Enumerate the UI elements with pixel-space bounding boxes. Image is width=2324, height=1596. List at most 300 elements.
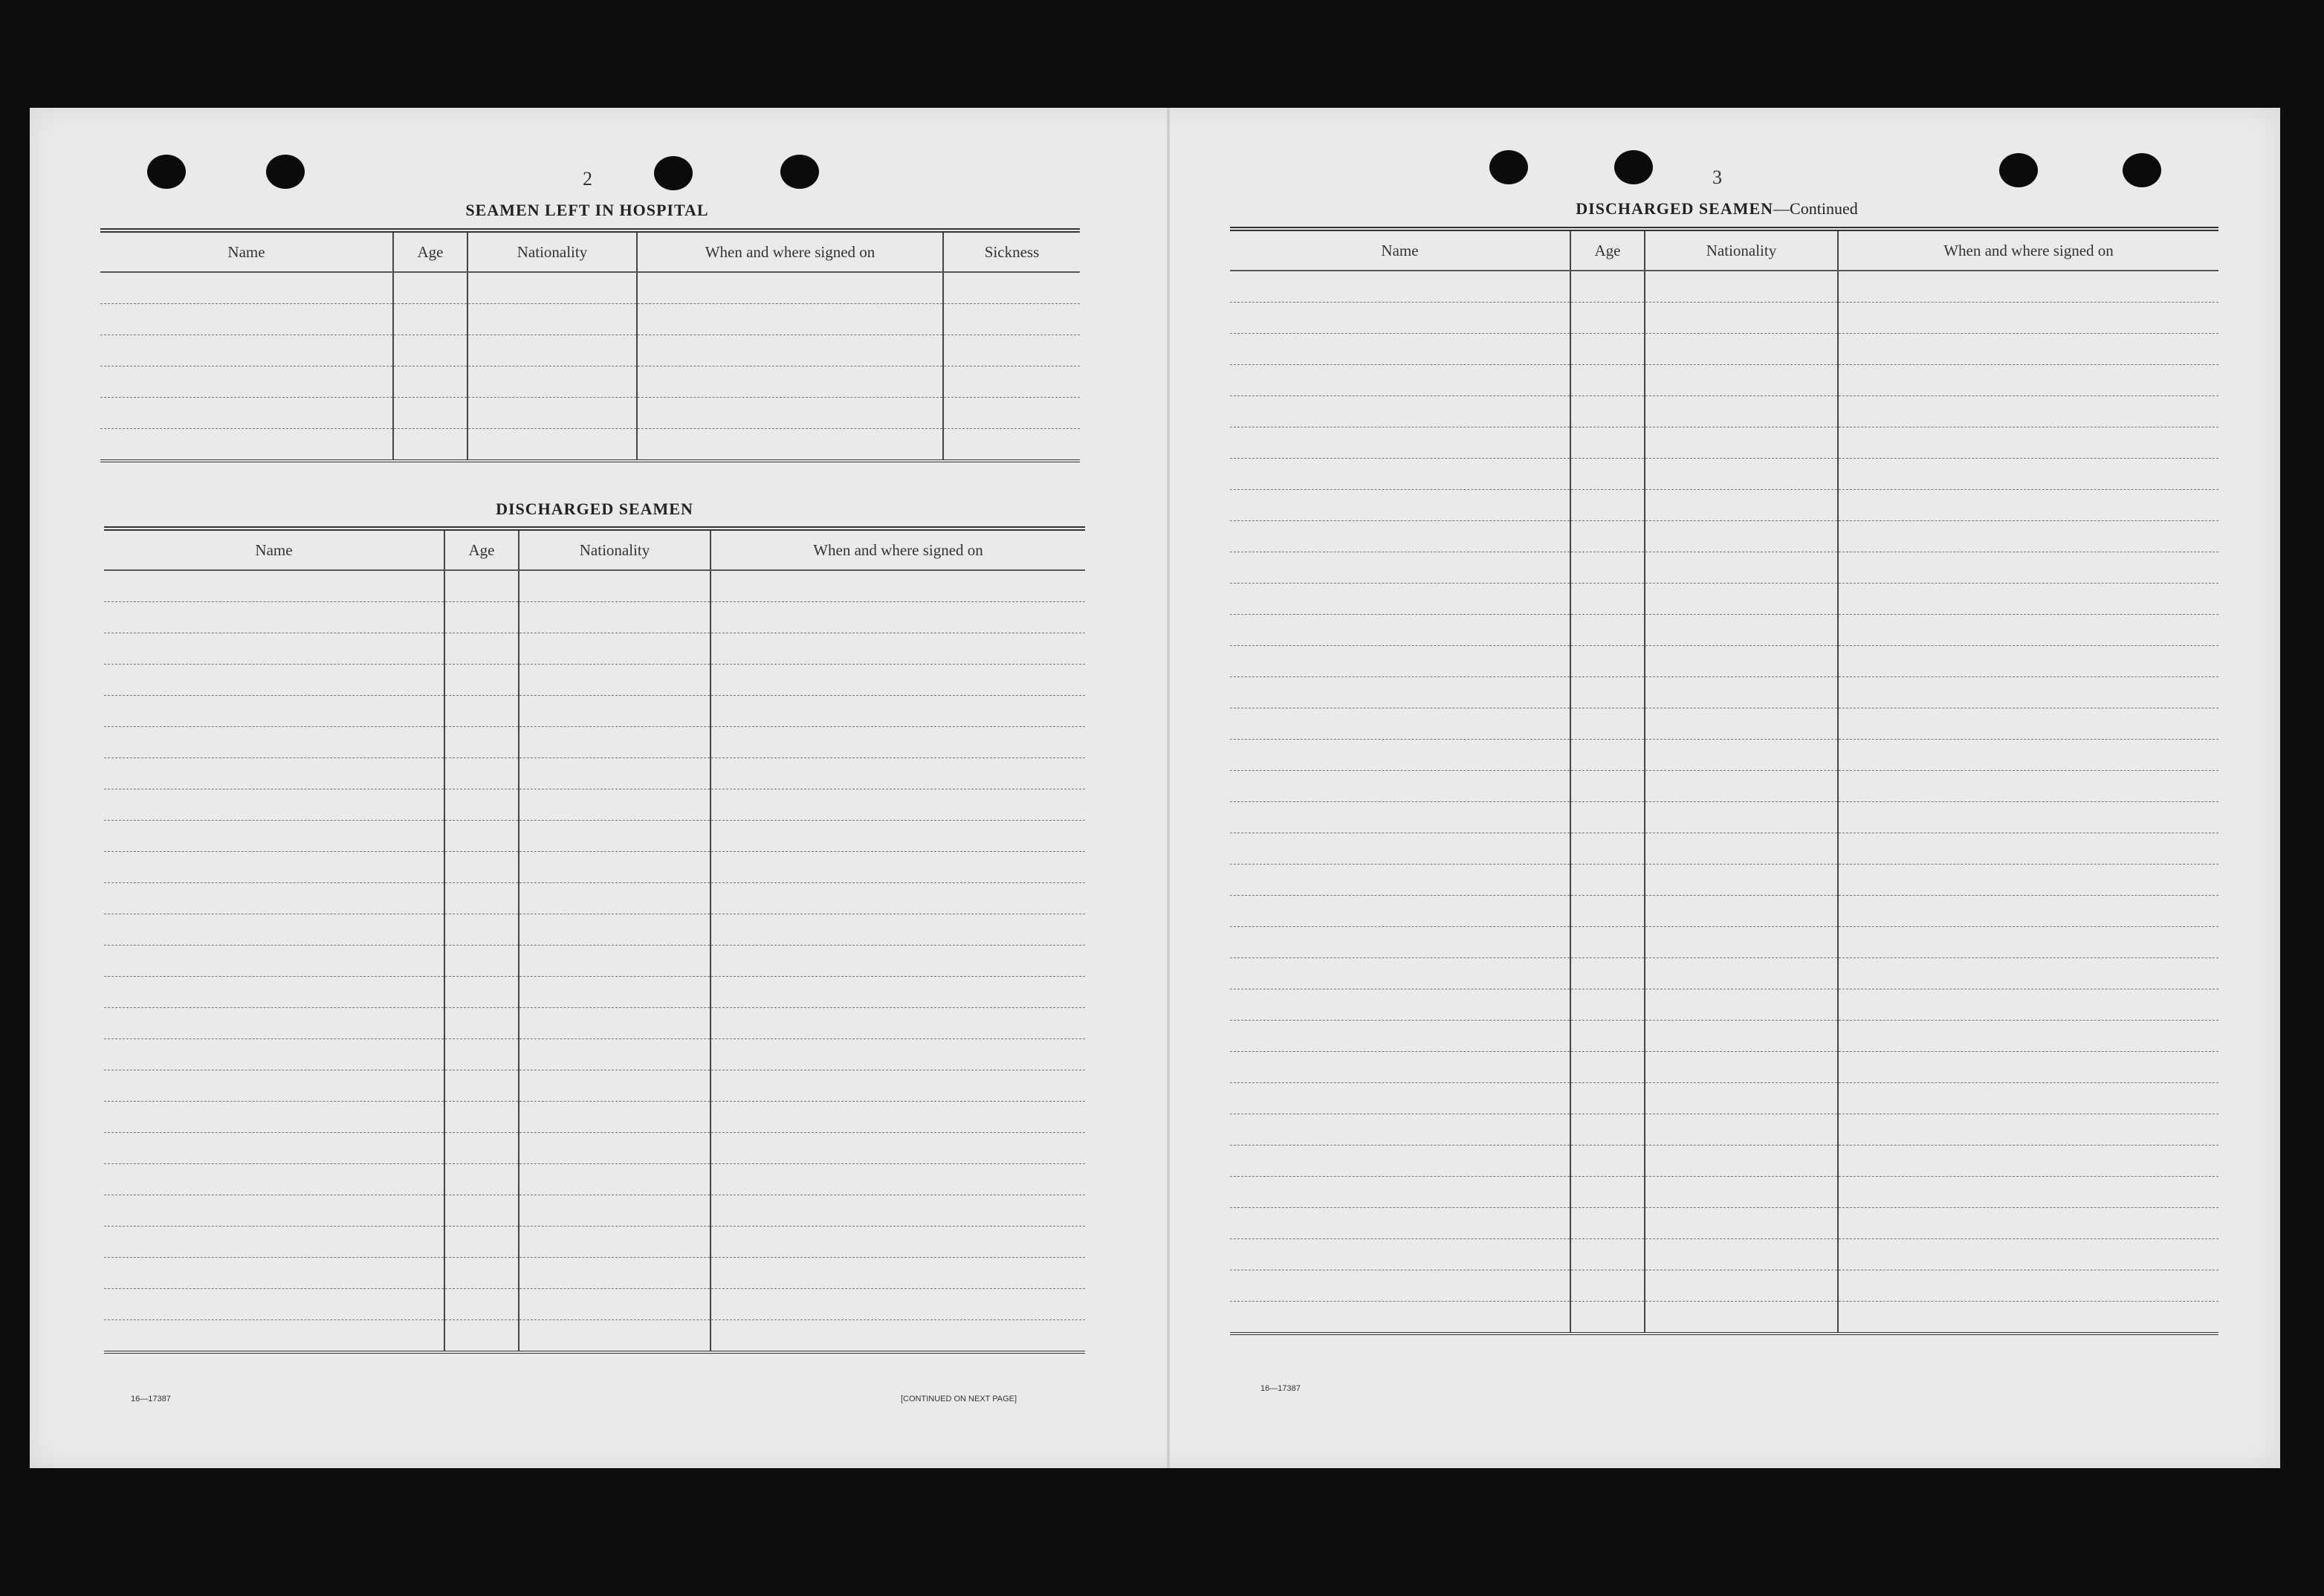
blank-entry-cell (519, 1133, 711, 1164)
blank-entry-cell (1570, 459, 1645, 490)
blank-entry-cell (711, 1289, 1085, 1320)
blank-entry-cell (1230, 427, 1570, 459)
blank-entry-cell (104, 1102, 444, 1133)
table-row (1230, 771, 2218, 802)
table-row (1230, 1052, 2218, 1083)
table-row (104, 727, 1085, 758)
blank-entry-cell (1645, 615, 1838, 646)
blank-entry-cell (1230, 989, 1570, 1021)
table-row (104, 570, 1085, 602)
blank-entry-cell (1570, 1270, 1645, 1302)
blank-entry-cell (637, 304, 943, 335)
blank-entry-cell (1645, 989, 1838, 1021)
blank-entry-cell (1838, 1146, 2218, 1177)
blank-entry-cell (1230, 490, 1570, 521)
blank-entry-cell (711, 1227, 1085, 1258)
blank-entry-cell (519, 1227, 711, 1258)
table-row (104, 1227, 1085, 1258)
blank-entry-cell (1570, 1302, 1645, 1333)
table-row (104, 602, 1085, 633)
blank-entry-cell (1230, 740, 1570, 771)
blank-entry-cell (1230, 1146, 1570, 1177)
table-row (104, 946, 1085, 977)
blank-entry-cell (1838, 677, 2218, 708)
blank-entry-cell (1230, 271, 1570, 303)
blank-entry-cell (1838, 584, 2218, 615)
table-row (1230, 396, 2218, 427)
blank-entry-cell (711, 914, 1085, 946)
blank-entry-cell (1230, 521, 1570, 552)
blank-entry-cell (104, 1195, 444, 1227)
blank-entry-cell (444, 1070, 519, 1102)
blank-entry-cell (519, 1008, 711, 1039)
blank-entry-cell (1570, 584, 1645, 615)
blank-entry-cell (711, 821, 1085, 852)
table-row (1230, 615, 2218, 646)
table-row (104, 1070, 1085, 1102)
blank-entry-cell (1838, 989, 2218, 1021)
blank-entry-cell (444, 665, 519, 696)
column-header-nationality: Nationality (467, 230, 637, 272)
blank-entry-cell (1645, 865, 1838, 896)
blank-entry-cell (1570, 427, 1645, 459)
blank-entry-cell (711, 1039, 1085, 1070)
blank-entry-cell (943, 335, 1080, 366)
table-row (1230, 584, 2218, 615)
blank-entry-cell (393, 429, 467, 460)
blank-entry-cell (1230, 365, 1570, 396)
blank-entry-cell (1230, 334, 1570, 365)
blank-entry-cell (444, 633, 519, 665)
blank-entry-cell (1645, 927, 1838, 958)
table-row (1230, 1302, 2218, 1333)
blank-entry-cell (444, 696, 519, 727)
table-row (1230, 459, 2218, 490)
column-header-signed-on: When and where signed on (711, 529, 1085, 570)
blank-entry-cell (519, 821, 711, 852)
blank-entry-cell (1645, 1114, 1838, 1146)
blank-entry-cell (1570, 1052, 1645, 1083)
section-title-suffix: —Continued (1773, 199, 1858, 218)
column-header-age: Age (1570, 229, 1645, 271)
table-row (100, 335, 1080, 366)
table-row (1230, 490, 2218, 521)
blank-entry-cell (1230, 1052, 1570, 1083)
blank-entry-cell (1230, 708, 1570, 740)
blank-entry-cell (1645, 1177, 1838, 1208)
blank-entry-cell (1838, 365, 2218, 396)
blank-entry-cell (1570, 303, 1645, 334)
blank-entry-cell (519, 1070, 711, 1102)
table-row (104, 914, 1085, 946)
blank-entry-cell (519, 1102, 711, 1133)
blank-entry-cell (1570, 677, 1645, 708)
blank-entry-cell (637, 398, 943, 429)
blank-entry-cell (1838, 334, 2218, 365)
table-row (104, 758, 1085, 789)
blank-entry-cell (519, 570, 711, 602)
blank-entry-cell (711, 1164, 1085, 1195)
blank-entry-cell (393, 304, 467, 335)
blank-entry-cell (1570, 896, 1645, 927)
blank-entry-cell (444, 1008, 519, 1039)
blank-entry-cell (1570, 521, 1645, 552)
blank-entry-cell (1230, 833, 1570, 865)
blank-entry-cell (519, 758, 711, 789)
blank-entry-cell (467, 272, 637, 304)
blank-entry-cell (1838, 958, 2218, 989)
blank-entry-cell (943, 429, 1080, 460)
blank-entry-cell (1230, 865, 1570, 896)
table-row (104, 1195, 1085, 1227)
blank-entry-cell (1230, 927, 1570, 958)
blank-entry-cell (1838, 833, 2218, 865)
discharged-continued-table (1230, 227, 2218, 1335)
blank-entry-cell (711, 602, 1085, 633)
table-row (1230, 1146, 2218, 1177)
blank-entry-cell (711, 1008, 1085, 1039)
table-row (1230, 1083, 2218, 1114)
blank-entry-cell (104, 1039, 444, 1070)
blank-entry-cell (1570, 1021, 1645, 1052)
blank-entry-cell (1838, 552, 2218, 584)
blank-entry-cell (519, 1258, 711, 1289)
blank-entry-cell (519, 1164, 711, 1195)
blank-entry-cell (104, 665, 444, 696)
blank-entry-cell (1838, 427, 2218, 459)
blank-entry-cell (1230, 1083, 1570, 1114)
column-header-nationality: Nationality (1645, 229, 1838, 271)
blank-entry-cell (711, 696, 1085, 727)
blank-entry-cell (104, 1008, 444, 1039)
blank-entry-cell (519, 665, 711, 696)
blank-entry-cell (519, 602, 711, 633)
blank-entry-cell (1570, 865, 1645, 896)
punch-hole (2123, 153, 2161, 187)
blank-entry-cell (1645, 958, 1838, 989)
blank-entry-cell (519, 1195, 711, 1227)
table-row (104, 977, 1085, 1008)
blank-entry-cell (104, 883, 444, 914)
column-header-name: Name (104, 529, 444, 570)
blank-entry-cell (1838, 1239, 2218, 1270)
section-title-discharged-continued (1230, 199, 2204, 219)
blank-entry-cell (393, 398, 467, 429)
blank-entry-cell (1230, 396, 1570, 427)
blank-entry-cell (1230, 459, 1570, 490)
continued-note: [CONTINUED ON NEXT PAGE] (901, 1395, 1017, 1403)
blank-entry-cell (1645, 271, 1838, 303)
blank-entry-cell (1838, 459, 2218, 490)
table-row (1230, 646, 2218, 677)
table-row (1230, 427, 2218, 459)
blank-entry-cell (104, 1320, 444, 1351)
table-row (1230, 865, 2218, 896)
blank-entry-cell (1230, 802, 1570, 833)
blank-entry-cell (1570, 989, 1645, 1021)
blank-entry-cell (1645, 833, 1838, 865)
blank-entry-cell (100, 366, 393, 398)
blank-entry-cell (104, 789, 444, 821)
blank-entry-cell (467, 366, 637, 398)
blank-entry-cell (1645, 1302, 1838, 1333)
blank-entry-cell (1645, 521, 1838, 552)
blank-entry-cell (1570, 1114, 1645, 1146)
blank-entry-cell (1838, 615, 2218, 646)
blank-entry-cell (1838, 490, 2218, 521)
section-title-hospital: SEAMEN LEFT IN HOSPITAL (465, 201, 709, 219)
table-row (1230, 896, 2218, 927)
blank-entry-cell (467, 335, 637, 366)
blank-entry-cell (1838, 708, 2218, 740)
blank-entry-cell (104, 821, 444, 852)
blank-entry-cell (1570, 615, 1645, 646)
blank-entry-cell (1570, 490, 1645, 521)
blank-entry-cell (1570, 552, 1645, 584)
blank-entry-cell (104, 1164, 444, 1195)
table-row (1230, 1114, 2218, 1146)
blank-entry-cell (519, 727, 711, 758)
blank-entry-cell (100, 429, 393, 460)
table-row (1230, 271, 2218, 303)
blank-entry-cell (1230, 1021, 1570, 1052)
blank-entry-cell (1570, 958, 1645, 989)
blank-entry-cell (104, 1133, 444, 1164)
blank-entry-cell (1230, 1239, 1570, 1270)
table-row (104, 1320, 1085, 1351)
blank-entry-cell (467, 429, 637, 460)
punch-hole (654, 156, 693, 190)
blank-entry-cell (1645, 771, 1838, 802)
blank-entry-cell (519, 883, 711, 914)
blank-entry-cell (1570, 833, 1645, 865)
punch-hole (147, 155, 186, 189)
blank-entry-cell (1230, 896, 1570, 927)
blank-entry-cell (393, 366, 467, 398)
blank-entry-cell (444, 1289, 519, 1320)
blank-entry-cell (711, 1070, 1085, 1102)
table-row (1230, 1021, 2218, 1052)
blank-entry-cell (1230, 303, 1570, 334)
blank-entry-cell (100, 304, 393, 335)
blank-entry-cell (711, 946, 1085, 977)
blank-entry-cell (1230, 677, 1570, 708)
blank-entry-cell (519, 789, 711, 821)
blank-entry-cell (1838, 802, 2218, 833)
blank-entry-cell (943, 398, 1080, 429)
page-number: 3 (1712, 167, 1722, 188)
blank-entry-cell (1570, 396, 1645, 427)
blank-entry-cell (1570, 1146, 1645, 1177)
blank-entry-cell (444, 1258, 519, 1289)
blank-entry-cell (1230, 958, 1570, 989)
table-row (104, 1133, 1085, 1164)
blank-entry-cell (1838, 771, 2218, 802)
blank-entry-cell (519, 696, 711, 727)
blank-entry-cell (1230, 1177, 1570, 1208)
blank-entry-cell (711, 883, 1085, 914)
blank-entry-cell (1645, 365, 1838, 396)
blank-entry-cell (1570, 927, 1645, 958)
blank-entry-cell (637, 272, 943, 304)
blank-entry-cell (943, 272, 1080, 304)
blank-entry-cell (1645, 646, 1838, 677)
blank-entry-cell (444, 1164, 519, 1195)
table-row (1230, 334, 2218, 365)
table-row (100, 398, 1080, 429)
column-header-signed-on: When and where signed on (1838, 229, 2218, 271)
blank-entry-cell (711, 570, 1085, 602)
blank-entry-cell (519, 946, 711, 977)
blank-entry-cell (1645, 552, 1838, 584)
blank-entry-cell (444, 602, 519, 633)
blank-entry-cell (104, 1258, 444, 1289)
blank-entry-cell (1230, 615, 1570, 646)
blank-entry-cell (1230, 1302, 1570, 1333)
punch-hole (266, 155, 305, 189)
blank-entry-cell (104, 633, 444, 665)
blank-entry-cell (1645, 1208, 1838, 1239)
blank-entry-cell (444, 758, 519, 789)
blank-entry-cell (637, 335, 943, 366)
table-row (1230, 365, 2218, 396)
blank-entry-cell (711, 789, 1085, 821)
blank-entry-cell (393, 335, 467, 366)
table-row (104, 1039, 1085, 1070)
column-header-age: Age (393, 230, 467, 272)
table-row (104, 696, 1085, 727)
table-row (1230, 521, 2218, 552)
column-header-age: Age (444, 529, 519, 570)
blank-entry-cell (637, 429, 943, 460)
table-row (104, 665, 1085, 696)
blank-entry-cell (100, 335, 393, 366)
blank-entry-cell (104, 914, 444, 946)
blank-entry-cell (1645, 896, 1838, 927)
blank-entry-cell (1645, 708, 1838, 740)
blank-entry-cell (104, 727, 444, 758)
blank-entry-cell (1645, 427, 1838, 459)
blank-entry-cell (1230, 771, 1570, 802)
blank-entry-cell (1838, 396, 2218, 427)
blank-entry-cell (1230, 552, 1570, 584)
section-title-discharged: DISCHARGED SEAMEN (496, 500, 693, 518)
hospital-table (100, 228, 1080, 462)
blank-entry-cell (1570, 1083, 1645, 1114)
table-row (1230, 989, 2218, 1021)
blank-entry-cell (1645, 740, 1838, 771)
blank-entry-cell (444, 727, 519, 758)
blank-entry-cell (711, 758, 1085, 789)
blank-entry-cell (100, 272, 393, 304)
blank-entry-cell (1838, 521, 2218, 552)
blank-entry-cell (1570, 365, 1645, 396)
section-title-text: DISCHARGED SEAMEN (1576, 199, 1774, 218)
blank-entry-cell (1570, 740, 1645, 771)
blank-entry-cell (444, 977, 519, 1008)
blank-entry-cell (1838, 271, 2218, 303)
blank-entry-cell (1645, 334, 1838, 365)
blank-entry-cell (1645, 303, 1838, 334)
blank-entry-cell (393, 272, 467, 304)
discharged-table (104, 526, 1085, 1354)
blank-entry-cell (104, 758, 444, 789)
blank-entry-cell (444, 1133, 519, 1164)
table-row (1230, 1270, 2218, 1302)
blank-entry-cell (1645, 1239, 1838, 1270)
blank-entry-cell (444, 1039, 519, 1070)
blank-entry-cell (1838, 1208, 2218, 1239)
table-row (1230, 833, 2218, 865)
blank-entry-cell (444, 789, 519, 821)
blank-entry-cell (711, 1102, 1085, 1133)
blank-entry-cell (444, 1195, 519, 1227)
blank-entry-cell (104, 602, 444, 633)
table-row (104, 883, 1085, 914)
blank-entry-cell (1838, 303, 2218, 334)
blank-entry-cell (711, 1195, 1085, 1227)
table-row (1230, 1208, 2218, 1239)
blank-entry-cell (519, 977, 711, 1008)
blank-entry-cell (1645, 1052, 1838, 1083)
blank-entry-cell (711, 1258, 1085, 1289)
blank-entry-cell (444, 852, 519, 883)
blank-entry-cell (1838, 1270, 2218, 1302)
blank-entry-cell (104, 570, 444, 602)
column-header-name: Name (1230, 229, 1570, 271)
form-number: 16—17387 (131, 1395, 171, 1403)
blank-entry-cell (1838, 646, 2218, 677)
page-fold (1167, 108, 1170, 1468)
blank-entry-cell (104, 852, 444, 883)
table-row (104, 1289, 1085, 1320)
blank-entry-cell (1838, 896, 2218, 927)
blank-entry-cell (1230, 1114, 1570, 1146)
punch-hole (1489, 150, 1528, 184)
table-row (100, 429, 1080, 460)
column-header-sickness: Sickness (943, 230, 1080, 272)
column-header-name: Name (100, 230, 393, 272)
table-row (104, 789, 1085, 821)
column-header-nationality: Nationality (519, 529, 711, 570)
blank-entry-cell (1838, 1021, 2218, 1052)
blank-entry-cell (1570, 646, 1645, 677)
blank-entry-cell (1645, 677, 1838, 708)
blank-entry-cell (711, 1320, 1085, 1351)
blank-entry-cell (1570, 334, 1645, 365)
blank-entry-cell (1570, 771, 1645, 802)
blank-entry-cell (1838, 927, 2218, 958)
blank-entry-cell (104, 977, 444, 1008)
blank-entry-cell (444, 821, 519, 852)
blank-entry-cell (1838, 1052, 2218, 1083)
table-row (1230, 802, 2218, 833)
blank-entry-cell (1645, 584, 1838, 615)
blank-entry-cell (444, 1320, 519, 1351)
table-row (100, 272, 1080, 304)
blank-entry-cell (1570, 1239, 1645, 1270)
blank-entry-cell (519, 1320, 711, 1351)
blank-entry-cell (1645, 1021, 1838, 1052)
blank-entry-cell (711, 633, 1085, 665)
table-row (104, 852, 1085, 883)
table-row (1230, 1177, 2218, 1208)
table-row (1230, 677, 2218, 708)
blank-entry-cell (1570, 708, 1645, 740)
blank-entry-cell (519, 914, 711, 946)
table-row (100, 366, 1080, 398)
blank-entry-cell (1645, 1270, 1838, 1302)
